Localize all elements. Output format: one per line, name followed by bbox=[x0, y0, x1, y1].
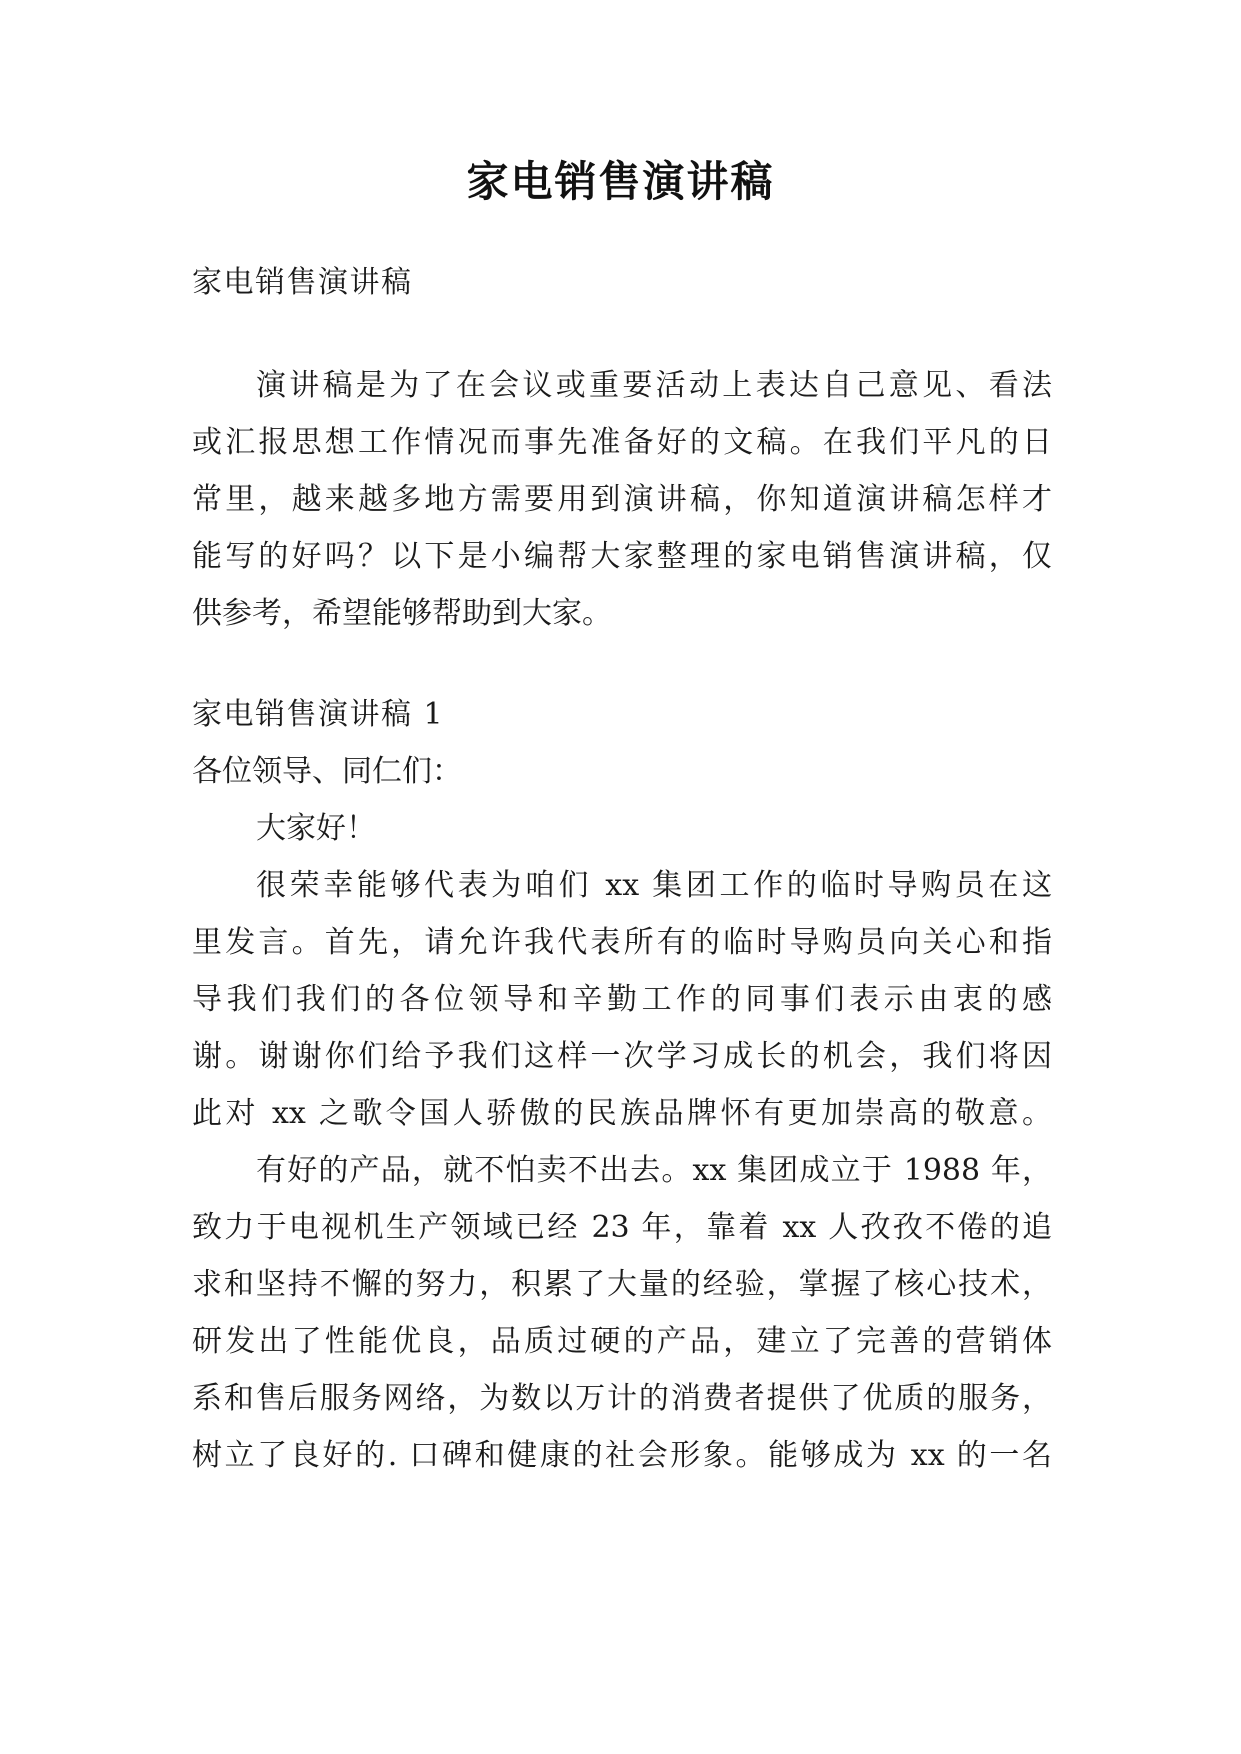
document-title: 家电销售演讲稿 bbox=[466, 157, 775, 206]
text-line: 此对 xx 之歌令国人骄傲的民族品牌怀有更加崇高的敬意。 bbox=[192, 1096, 1052, 1131]
text-line: 或汇报思想工作情况而事先准备好的文稿。在我们平凡的日 bbox=[192, 425, 1052, 460]
text-line: 很荣幸能够代表为咱们 xx 集团工作的临时导购员在这 bbox=[256, 868, 1052, 903]
text-line: 导我们我们的各位领导和辛勤工作的同事们表示由衷的感 bbox=[192, 982, 1052, 1017]
salutation: 各位领导、同仁们： bbox=[192, 754, 462, 789]
text-line: 里发言。首先，请允许我代表所有的临时导购员向关心和指 bbox=[192, 925, 1052, 960]
text-line: 致力于电视机生产领域已经 23 年，靠着 xx 人孜孜不倦的追 bbox=[192, 1210, 1052, 1245]
text-line: 供参考，希望能够帮助到大家。 bbox=[192, 596, 612, 631]
text-line: 谢。谢谢你们给予我们这样一次学习成长的机会，我们将因 bbox=[192, 1039, 1052, 1074]
text-line: 演讲稿是为了在会议或重要活动上表达自己意见、看法 bbox=[256, 368, 1052, 403]
text-line: 研发出了性能优良，品质过硬的产品，建立了完善的营销体 bbox=[192, 1324, 1052, 1359]
text-line: 求和坚持不懈的努力，积累了大量的经验，掌握了核心技术， bbox=[192, 1267, 1052, 1302]
text-line: 有好的产品，就不怕卖不出去。xx 集团成立于 1988 年， bbox=[256, 1153, 1052, 1188]
section-heading: 家电销售演讲稿 1 bbox=[192, 697, 445, 732]
greeting: 大家好！ bbox=[256, 811, 376, 846]
document-subtitle: 家电销售演讲稿 bbox=[192, 265, 413, 300]
text-line: 树立了良好的. 口碑和健康的社会形象。能够成为 xx 的一名 bbox=[192, 1438, 1052, 1473]
text-line: 常里，越来越多地方需要用到演讲稿，你知道演讲稿怎样才 bbox=[192, 482, 1052, 517]
text-line: 系和售后服务网络，为数以万计的消费者提供了优质的服务， bbox=[192, 1381, 1052, 1416]
text-line: 能写的好吗？以下是小编帮大家整理的家电销售演讲稿，仅 bbox=[192, 539, 1052, 574]
